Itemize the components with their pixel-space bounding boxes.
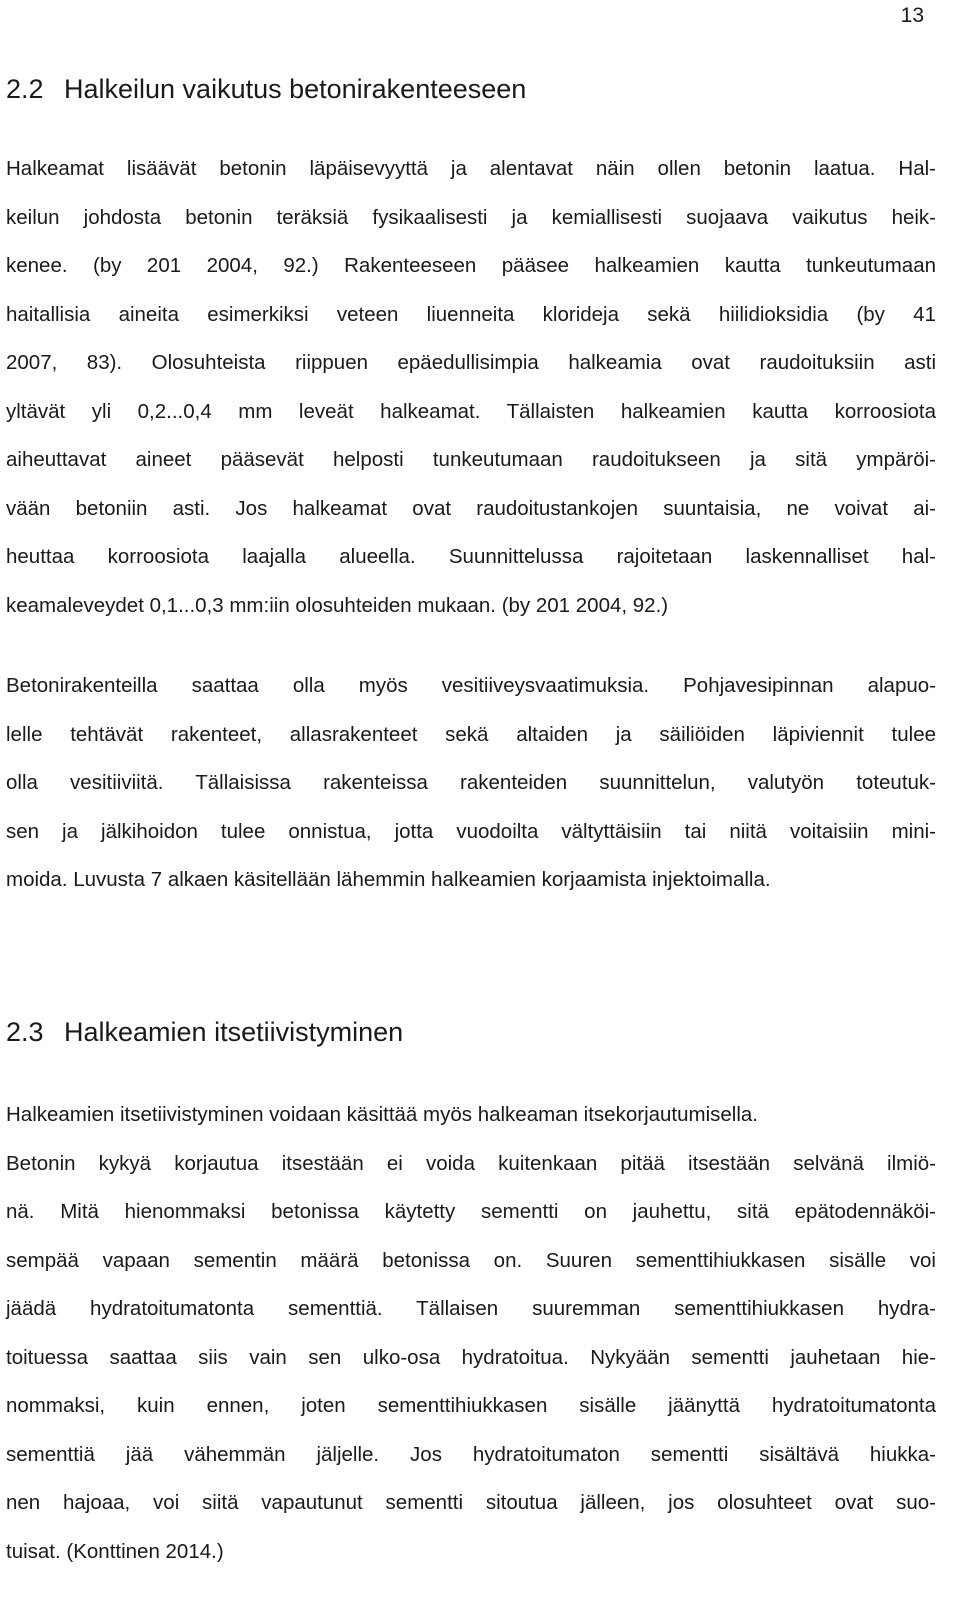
section-title: Halkeilun vaikutus betonirakenteeseen (64, 74, 527, 104)
section-number: 2.3 (6, 1017, 44, 1047)
text-line: 2007, 83). Olosuhteista riippuen epäedullisimpia halkeamia ovat raudoituksiin asti (6, 351, 936, 374)
section-heading-2-2 (6, 73, 526, 105)
text-line: heuttaa korroosiota laajalla alueella. Suunnittelussa rajoitetaan laskennalliset hal- (6, 545, 936, 568)
text-line: sen ja jälkihoidon tulee onnistua, jotta vuodoilta vältyttäisiin tai niitä voitaisiin mini- (6, 819, 936, 843)
text-line: yltävät yli 0,2...0,4 mm leveät halkeamat. Tällaisten halkeamien kautta korroosiota (6, 399, 936, 423)
text-line: tuisat. (Konttinen 2014.) (6, 1539, 224, 1563)
text-line: toituessa saattaa siis vain sen ulko-osa hydratoitua. Nykyään sementti jauhetaan hie- (6, 1345, 936, 1369)
paragraph-halkeilun-vaikutus-1 (6, 145, 936, 630)
section-title: Halkeamien itsetiivistyminen (64, 1017, 404, 1047)
text-line: nä. Mitä hienommaksi betonissa käytetty sementti on jauhettu, sitä epätodennäköi- (6, 1200, 936, 1223)
section-heading-2-3 (6, 1016, 403, 1048)
text-line: sementtiä jää vähemmän jäljelle. Jos hydratoitumaton sementti sisältävä hiukka- (6, 1442, 936, 1466)
text-line: nommaksi, kuin ennen, joten sementtihiukkasen sisälle jäänyttä hydratoitumatonta (6, 1394, 936, 1417)
page-number: 13 (900, 4, 924, 27)
text-line: sempää vapaan sementin määrä betonissa on. Suuren sementtihiukkasen sisälle voi (6, 1248, 936, 1272)
section-number: 2.2 (6, 74, 44, 104)
text-line: olla vesitiiviitä. Tällaisissa rakenteissa rakenteiden suunnittelun, valutyön toteutuk- (6, 771, 936, 794)
text-line: nen hajoaa, voi siitä vapautunut sementti sitoutua jälleen, jos olosuhteet ovat suo- (6, 1491, 936, 1514)
text-line: lelle tehtävät rakenteet, allasrakenteet sekä altaiden ja säiliöiden läpiviennit tulee (6, 722, 936, 746)
text-line: keilun johdosta betonin teräksiä fysikaalisesti ja kemiallisesti suojaava vaikutus heik- (6, 205, 936, 229)
text-line: keamaleveydet 0,1...0,3 mm:iin olosuhteiden mukaan. (by 201 2004, 92.) (6, 593, 669, 617)
text-line: aiheuttavat aineet pääsevät helposti tunkeutumaan raudoitukseen ja sitä ympäröi- (6, 448, 936, 471)
text-line: haitallisia aineita esimerkiksi veteen liuenneita klorideja sekä hiilidioksidia (by 41 (6, 302, 936, 326)
paragraph-itsetiivistyminen (6, 1091, 936, 1576)
text-line: Halkeamien itsetiivistyminen voidaan käsittää myös halkeaman itsekorjautumisella. (6, 1103, 759, 1126)
text-line: Betonirakenteilla saattaa olla myös vesitiiveysvaatimuksia. Pohjavesipinnan alapuo- (6, 674, 936, 697)
text-line: kenee. (by 201 2004, 92.) Rakenteeseen pääsee halkeamien kautta tunkeutumaan (6, 254, 936, 277)
text-line: Halkeamat lisäävät betonin läpäisevyyttä ja alentavat näin ollen betonin laatua. Hal- (6, 157, 936, 180)
text-line: moida. Luvusta 7 alkaen käsitellään lähemmin halkeamien korjaamista injektoimalla. (6, 868, 771, 891)
paragraph-halkeilun-vaikutus-2 (6, 662, 936, 905)
text-line: vään betoniin asti. Jos halkeamat ovat raudoitustankojen suuntaisia, ne voivat ai- (6, 496, 936, 520)
text-line: jäädä hydratoitumatonta sementtiä. Tällaisen suuremman sementtihiukkasen hydra- (6, 1297, 936, 1320)
text-line: Betonin kykyä korjautua itsestään ei voida kuitenkaan pitää itsestään selvänä ilmiö- (6, 1151, 936, 1175)
